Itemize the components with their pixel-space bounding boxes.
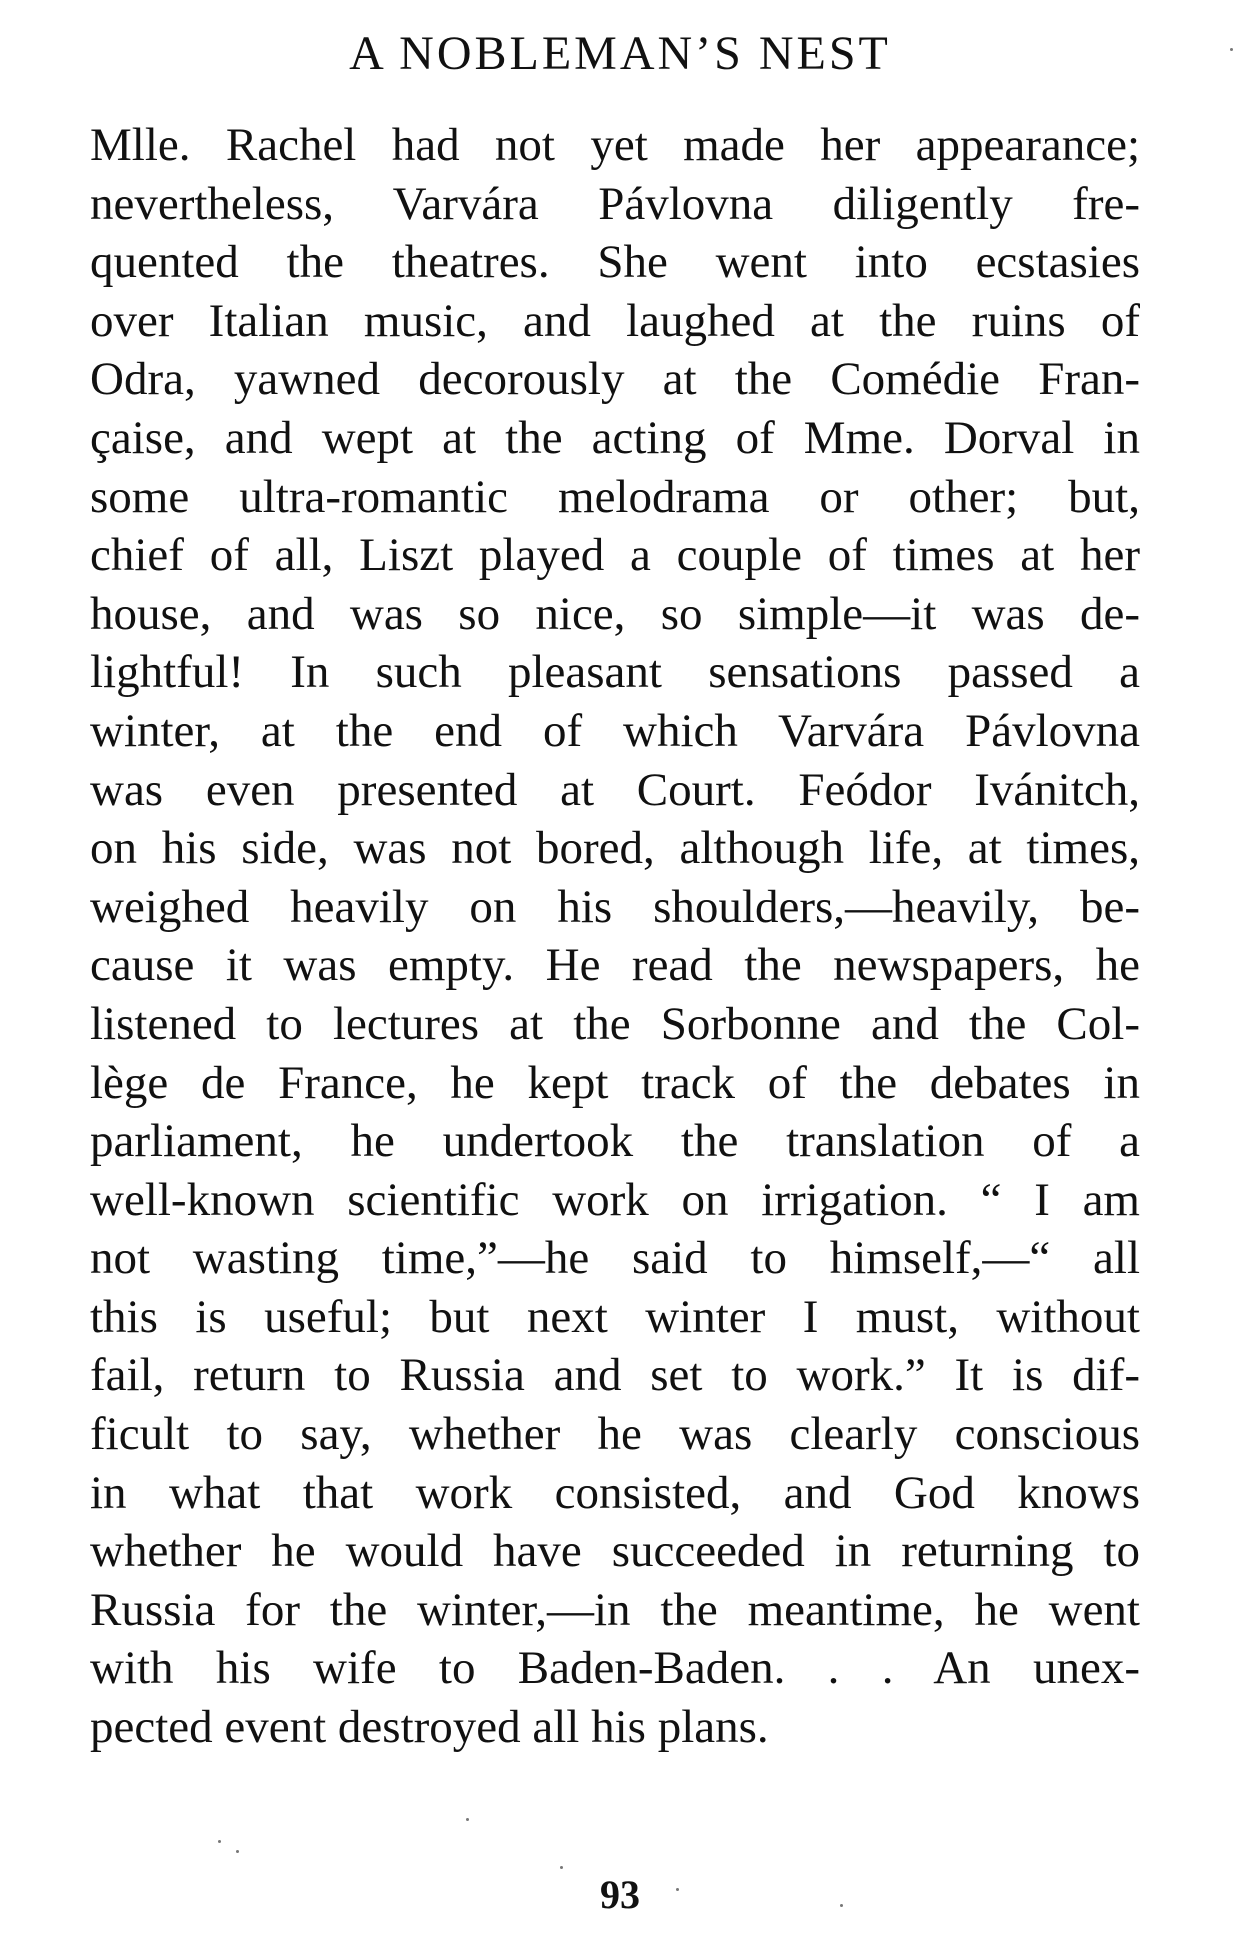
text-line: Odra, yawned decorously at the Comédie Fran- bbox=[90, 353, 1140, 406]
scan-speck bbox=[1230, 48, 1233, 51]
text-line: ficult to say, whether he was clearly conscious bbox=[90, 1408, 1140, 1461]
text-line: lightful! In such pleasant sensations passed a bbox=[90, 646, 1140, 699]
text-line: with his wife to Baden-Baden. . . An unex- bbox=[90, 1642, 1140, 1695]
text-line-last: pected event destroyed all his plans. bbox=[90, 1701, 769, 1754]
scan-speck bbox=[560, 1866, 563, 1869]
text-line: fail, return to Russia and set to work.” It is dif- bbox=[90, 1349, 1140, 1402]
text-line: nevertheless, Varvára Pávlovna diligently fre- bbox=[90, 177, 1140, 230]
text-line: whether he would have succeeded in returning to bbox=[90, 1525, 1140, 1578]
text-line: çaise, and wept at the acting of Mme. Dorval in bbox=[90, 411, 1140, 464]
text-line: quented the theatres. She went into ecstasies bbox=[90, 236, 1140, 289]
text-line: Russia for the winter,—in the meantime, he went bbox=[90, 1583, 1140, 1636]
text-line: house, and was so nice, so simple—it was de- bbox=[90, 587, 1140, 640]
text-line: was even presented at Court. Feódor Ivánitch, bbox=[90, 763, 1140, 816]
text-line: not wasting time,”—he said to himself,—“ all bbox=[90, 1232, 1140, 1285]
scan-speck bbox=[236, 1850, 239, 1853]
text-line: lège de France, he kept track of the debates in bbox=[90, 1056, 1140, 1109]
text-line: well-known scientific work on irrigation. “ I am bbox=[90, 1173, 1140, 1226]
text-line: parliament, he undertook the translation of a bbox=[90, 1115, 1140, 1168]
scan-speck bbox=[466, 1818, 469, 1821]
text-line: some ultra-romantic melodrama or other; but, bbox=[90, 470, 1140, 523]
text-line: over Italian music, and laughed at the ruins of bbox=[90, 294, 1140, 347]
text-line: on his side, was not bored, although life, at times, bbox=[90, 822, 1140, 875]
text-line: this is useful; but next winter I must, without bbox=[90, 1290, 1140, 1343]
text-line: Mlle. Rachel had not yet made her appearance; bbox=[90, 119, 1140, 171]
text-line: chief of all, Liszt played a couple of times at her bbox=[90, 529, 1140, 582]
text-line: listened to lectures at the Sorbonne and the Col- bbox=[90, 997, 1140, 1050]
text-line: weighed heavily on his shoulders,—heavily, be- bbox=[90, 880, 1140, 933]
page-number: 93 bbox=[600, 1872, 640, 1917]
running-head-title: A NOBLEMAN’S NEST bbox=[349, 27, 891, 80]
scan-speck bbox=[218, 1840, 221, 1843]
body-paragraph bbox=[90, 116, 1140, 1757]
text-line: cause it was empty. He read the newspapers, he bbox=[90, 939, 1140, 992]
text-line: winter, at the end of which Varvára Pávlovna bbox=[90, 704, 1140, 757]
text-line: in what that work consisted, and God knows bbox=[90, 1466, 1140, 1519]
